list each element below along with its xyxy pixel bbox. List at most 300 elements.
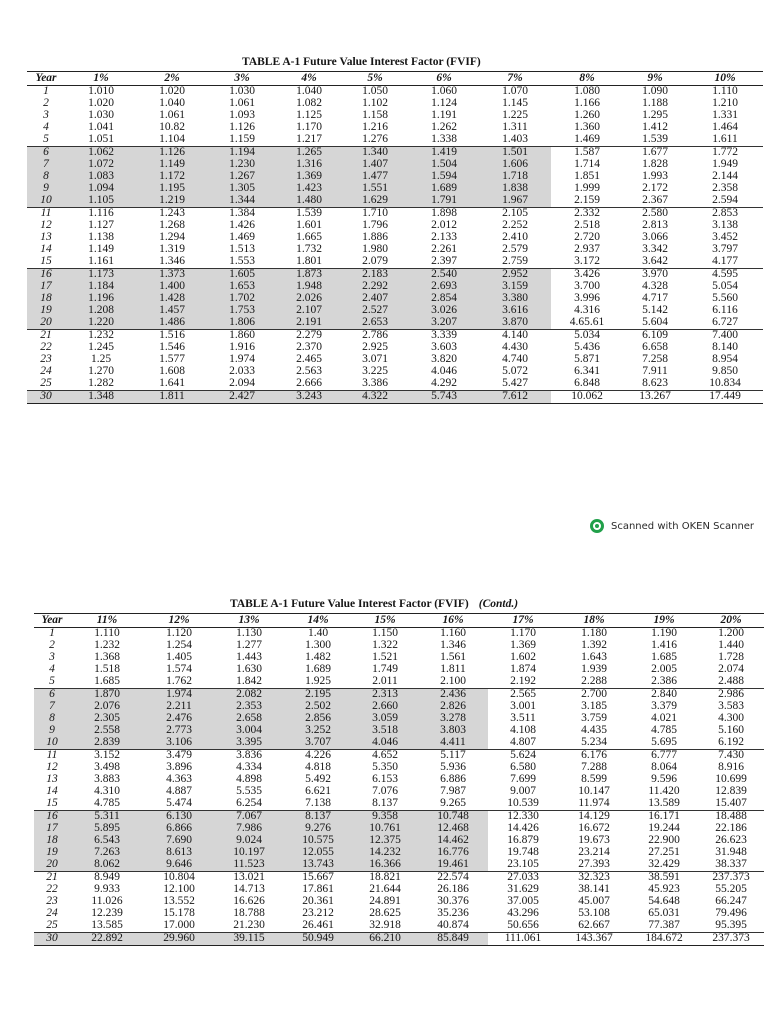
factor-cell: 4.785 (94, 798, 120, 810)
factor-cell: 1.870 (70, 689, 144, 702)
factor-cell: 2.773 (144, 725, 214, 737)
factor-cell: 10.82 (159, 122, 185, 134)
factor-cell: 1.898 (431, 207, 457, 220)
year-cell: 4 (49, 664, 55, 676)
factor-cell: 2.005 (651, 664, 677, 676)
factor-cell: 5.311 (70, 811, 144, 824)
factor-cell: 1.504 (409, 159, 479, 171)
factor-cell: 3.797 (712, 244, 738, 256)
factor-cell: 3.071 (362, 354, 388, 366)
factor-cell: 7.400 (712, 329, 738, 342)
factor-cell: 2.952 (479, 269, 551, 282)
factor-cell: 3.278 (418, 713, 488, 725)
factor-cell: 22.574 (437, 871, 469, 884)
factor-cell: 5.350 (372, 762, 398, 774)
factor-cell: 2.252 (502, 220, 528, 232)
table-row (34, 811, 764, 824)
factor-cell: 22.186 (715, 823, 747, 835)
factor-cell: 1.412 (642, 122, 668, 134)
factor-cell: 1.105 (65, 195, 137, 208)
factor-cell: 1.083 (65, 171, 137, 183)
factor-cell: 7.612 (479, 391, 551, 404)
factor-cell: 1.331 (712, 110, 738, 122)
year-cell: 19 (34, 847, 70, 859)
factor-cell: 8.140 (712, 342, 738, 354)
year-cell: 2 (43, 98, 49, 110)
factor-cell: 1.949 (712, 159, 738, 171)
table-row (27, 122, 763, 134)
factor-cell: 3.518 (352, 725, 418, 737)
factor-cell: 4.818 (305, 762, 331, 774)
factor-cell: 2.012 (431, 220, 457, 232)
factor-cell: 1.190 (651, 627, 677, 640)
factor-cell: 1.806 (207, 317, 277, 330)
scanner-watermark (590, 518, 754, 534)
factor-cell: 1.170 (296, 122, 322, 134)
factor-cell: 1.150 (372, 627, 398, 640)
factor-cell: 12.468 (418, 823, 488, 835)
factor-cell: 10.575 (284, 835, 352, 847)
table-row (27, 354, 763, 366)
factor-cell: 3.803 (418, 725, 488, 737)
factor-cell: 19.461 (418, 859, 488, 872)
factor-cell: 2.840 (630, 689, 698, 702)
factor-cell: 54.648 (648, 896, 680, 908)
factor-cell: 1.127 (88, 220, 114, 232)
rate-column-header: 1% (65, 72, 137, 86)
factor-cell: 1.050 (362, 85, 388, 98)
factor-cell: 1.267 (207, 171, 277, 183)
factor-cell: 4.430 (502, 342, 528, 354)
factor-cell: 9.646 (144, 859, 214, 872)
factor-cell: 1.440 (718, 640, 744, 652)
factor-cell: 3.395 (214, 737, 284, 750)
factor-cell: 1.546 (159, 342, 185, 354)
factor-cell: 1.232 (88, 329, 114, 342)
factor-cell: 3.243 (277, 391, 341, 404)
factor-cell: 2.856 (284, 713, 352, 725)
factor-cell: 26.461 (302, 920, 334, 932)
factor-cell: 3.339 (431, 329, 457, 342)
factor-cell: 1.689 (409, 183, 479, 195)
factor-cell: 1.180 (581, 627, 607, 640)
factor-cell: 2.986 (698, 689, 764, 702)
factor-cell: 5.936 (440, 762, 466, 774)
factor-cell: 27.251 (648, 847, 680, 859)
factor-cell: 2.288 (581, 676, 607, 688)
factor-cell: 13.589 (648, 798, 680, 810)
table-row (34, 859, 764, 872)
factor-cell: 1.400 (137, 281, 207, 293)
factor-cell: 3.759 (581, 713, 607, 725)
year-cell: 18 (34, 835, 70, 847)
factor-cell: 1.999 (574, 183, 600, 195)
factor-cell: 12.839 (715, 786, 747, 798)
year-cell: 13 (40, 232, 52, 244)
year-cell: 9 (27, 183, 65, 195)
factor-cell: 1.094 (65, 183, 137, 195)
factor-cell: 2.594 (687, 195, 763, 208)
factor-cell: 3.159 (479, 281, 551, 293)
year-cell: 23 (46, 896, 58, 908)
factor-cell: 29.960 (144, 933, 214, 946)
factor-cell: 1.369 (277, 171, 341, 183)
year-cell: 15 (40, 256, 52, 268)
table-title (230, 598, 518, 610)
rate-column-header: 9% (623, 72, 687, 86)
factor-cell: 3.026 (409, 305, 479, 317)
factor-cell: 1.974 (229, 354, 255, 366)
table-row (27, 281, 763, 293)
factor-cell: 1.294 (159, 232, 185, 244)
factor-cell: 27.393 (558, 859, 630, 872)
factor-cell: 1.130 (236, 627, 262, 640)
table-row (34, 701, 764, 713)
table-row (34, 933, 764, 946)
factor-cell: 3.642 (642, 256, 668, 268)
year-cell: 8 (27, 171, 65, 183)
factor-cell: 1.061 (159, 110, 185, 122)
factor-cell: 23.105 (488, 859, 558, 872)
factor-cell: 9.933 (94, 884, 120, 896)
factor-cell: 3.707 (284, 737, 352, 750)
factor-cell: 2.693 (409, 281, 479, 293)
factor-cell: 1.443 (236, 652, 262, 664)
factor-cell: 1.608 (159, 366, 185, 378)
table-row (34, 847, 764, 859)
factor-cell: 1.974 (144, 689, 214, 702)
factor-cell: 1.125 (296, 110, 322, 122)
factor-cell: 6.153 (372, 774, 398, 786)
factor-cell: 1.611 (712, 134, 738, 146)
factor-cell: 77.387 (648, 920, 680, 932)
table-row (27, 183, 763, 195)
year-cell: 25 (46, 920, 58, 932)
factor-cell: 5.895 (70, 823, 144, 835)
table-row (27, 86, 763, 99)
factor-cell: 4.300 (718, 713, 744, 725)
factor-cell: 50.656 (507, 920, 539, 932)
table-row (27, 269, 763, 282)
factor-cell: 2.579 (502, 244, 528, 256)
factor-cell: 2.465 (296, 354, 322, 366)
factor-cell: 14.232 (352, 847, 418, 859)
factor-cell: 2.786 (362, 329, 388, 342)
factor-cell: 22.892 (70, 933, 144, 946)
factor-cell: 1.210 (712, 98, 738, 110)
factor-cell: 1.217 (296, 134, 322, 146)
factor-cell: 1.551 (341, 183, 409, 195)
factor-cell: 7.911 (642, 366, 668, 378)
factor-cell: 6.130 (144, 811, 214, 824)
factor-cell: 1.653 (207, 281, 277, 293)
table-row (34, 920, 764, 933)
factor-cell: 5.072 (502, 366, 528, 378)
factor-cell: 1.282 (88, 378, 114, 390)
factor-cell: 9.265 (440, 798, 466, 810)
table-row (27, 378, 763, 391)
factor-cell: 3.870 (479, 317, 551, 330)
factor-cell: 26.186 (437, 884, 469, 896)
factor-cell: 1.191 (431, 110, 457, 122)
factor-cell: 39.115 (214, 933, 284, 946)
factor-cell: 65.031 (648, 908, 680, 920)
table-row (27, 171, 763, 183)
factor-cell: 1.842 (236, 676, 262, 688)
factor-cell: 1.305 (207, 183, 277, 195)
factor-cell: 6.543 (70, 835, 144, 847)
fvif-table-contd (34, 613, 764, 946)
factor-cell: 4.046 (352, 737, 418, 750)
factor-cell: 1.714 (574, 159, 600, 171)
factor-cell: 1.159 (229, 134, 255, 146)
factor-cell: 2.502 (284, 701, 352, 713)
factor-cell: 1.486 (137, 317, 207, 330)
factor-cell: 2.332 (574, 207, 600, 220)
factor-cell: 16.776 (418, 847, 488, 859)
factor-cell: 1.124 (431, 98, 457, 110)
factor-cell: 5.234 (558, 737, 630, 750)
factor-cell: 1.423 (277, 183, 341, 195)
factor-cell: 2.107 (277, 305, 341, 317)
factor-cell: 3.059 (352, 713, 418, 725)
factor-cell: 1.521 (372, 652, 398, 664)
rate-column-header: 8% (551, 72, 623, 86)
factor-cell: 1.641 (159, 378, 185, 390)
table-row (27, 330, 763, 343)
factor-cell: 4.334 (236, 762, 262, 774)
factor-cell: 2.540 (409, 269, 479, 282)
factor-cell: 2.397 (431, 256, 457, 268)
factor-cell: 1.601 (296, 220, 322, 232)
table-row (34, 664, 764, 676)
factor-cell: 2.211 (144, 701, 214, 713)
factor-cell: 7.430 (718, 749, 744, 762)
factor-cell: 43.296 (507, 908, 539, 920)
factor-cell: 2.292 (341, 281, 409, 293)
table-row (34, 884, 764, 896)
factor-cell: 1.338 (431, 134, 457, 146)
factor-cell: 3.896 (166, 762, 192, 774)
factor-cell: 2.407 (341, 293, 409, 305)
factor-cell: 12.239 (91, 908, 123, 920)
year-cell: 13 (46, 774, 58, 786)
factor-cell: 2.839 (70, 737, 144, 750)
factor-cell: 7.076 (372, 786, 398, 798)
factor-cell: 6.176 (581, 749, 607, 762)
factor-cell: 2.172 (642, 183, 668, 195)
factor-cell: 1.322 (372, 640, 398, 652)
factor-cell: 3.583 (718, 701, 744, 713)
factor-cell: 1.061 (229, 98, 255, 110)
factor-cell: 237.373 (712, 871, 750, 884)
factor-cell: 1.574 (166, 664, 192, 676)
factor-cell: 5.034 (574, 329, 600, 342)
factor-cell: 23.212 (302, 908, 334, 920)
factor-cell: 1.392 (581, 640, 607, 652)
factor-cell: 2.358 (712, 183, 738, 195)
factor-cell: 2.133 (431, 232, 457, 244)
factor-cell: 1.796 (362, 220, 388, 232)
factor-cell: 1.360 (574, 122, 600, 134)
factor-cell: 4.177 (712, 256, 738, 268)
factor-cell: 10.834 (709, 378, 741, 390)
factor-cell: 1.801 (296, 256, 322, 268)
factor-cell: 9.596 (651, 774, 677, 786)
factor-cell: 79.496 (715, 908, 747, 920)
table-row (27, 293, 763, 305)
factor-cell: 1.477 (341, 171, 409, 183)
factor-cell: 32.429 (630, 859, 698, 872)
factor-cell: 5.436 (574, 342, 600, 354)
factor-cell: 17.861 (302, 884, 334, 896)
factor-cell: 5.535 (236, 786, 262, 798)
factor-cell: 1.732 (296, 244, 322, 256)
factor-cell: 1.629 (341, 195, 409, 208)
year-cell: 1 (43, 85, 49, 98)
factor-cell: 8.954 (712, 354, 738, 366)
factor-cell: 1.030 (88, 110, 114, 122)
factor-cell: 4.65.61 (551, 317, 623, 330)
factor-cell: 14.426 (507, 823, 539, 835)
factor-cell: 1.369 (510, 640, 536, 652)
factor-cell: 38.337 (698, 859, 764, 872)
factor-cell: 1.710 (362, 207, 388, 220)
factor-cell: 1.319 (159, 244, 185, 256)
factor-cell: 11.974 (578, 798, 610, 810)
factor-cell: 1.116 (88, 207, 114, 220)
year-cell: 12 (40, 220, 52, 232)
factor-cell: 31.948 (715, 847, 747, 859)
factor-cell: 1.605 (207, 269, 277, 282)
factor-cell: 1.967 (479, 195, 551, 208)
factor-cell: 30.376 (437, 896, 469, 908)
factor-cell: 1.316 (277, 159, 341, 171)
factor-cell: 1.208 (65, 305, 137, 317)
factor-cell: 1.916 (229, 342, 255, 354)
factor-cell: 18.821 (369, 871, 401, 884)
factor-cell: 22.900 (648, 835, 680, 847)
factor-cell: 1.689 (305, 664, 331, 676)
factor-cell: 10.748 (418, 811, 488, 824)
factor-cell: 1.539 (642, 134, 668, 146)
table-row (34, 798, 764, 811)
factor-cell: 5.695 (630, 737, 698, 750)
factor-cell: 1.300 (305, 640, 331, 652)
factor-cell: 5.492 (305, 774, 331, 786)
factor-cell: 2.367 (623, 195, 687, 208)
factor-cell: 1.643 (581, 652, 607, 664)
factor-cell: 45.007 (578, 896, 610, 908)
factor-cell: 1.416 (651, 640, 677, 652)
factor-cell: 1.230 (207, 159, 277, 171)
rate-column-header: 16% (418, 614, 488, 628)
rate-column-header: 18% (558, 614, 630, 628)
factor-cell: 1.925 (305, 676, 331, 688)
factor-cell: 2.518 (574, 220, 600, 232)
factor-cell: 1.838 (479, 183, 551, 195)
factor-cell: 13.552 (163, 896, 195, 908)
factor-cell: 10.197 (214, 847, 284, 859)
factor-cell: 3.452 (712, 232, 738, 244)
factor-cell: 17.449 (687, 391, 763, 404)
factor-cell: 11.420 (648, 786, 680, 798)
factor-cell: 3.700 (574, 281, 600, 293)
factor-cell: 2.580 (642, 207, 668, 220)
factor-cell: 1.886 (362, 232, 388, 244)
factor-cell: 3.066 (642, 232, 668, 244)
factor-cell: 1.518 (94, 664, 120, 676)
factor-cell: 2.853 (712, 207, 738, 220)
year-cell: 18 (27, 293, 65, 305)
year-cell: 30 (34, 933, 70, 946)
factor-cell: 7.258 (642, 354, 668, 366)
factor-cell: 1.762 (166, 676, 192, 688)
rate-column-header: 10% (687, 72, 763, 86)
factor-cell: 28.625 (369, 908, 401, 920)
factor-cell: 1.082 (296, 98, 322, 110)
factor-cell: 11.026 (91, 896, 123, 908)
factor-cell: 1.405 (166, 652, 192, 664)
factor-cell: 1.772 (687, 147, 763, 160)
factor-cell: 4.435 (581, 725, 607, 737)
rate-column-header: 11% (70, 614, 144, 628)
factor-cell: 1.093 (229, 110, 255, 122)
rate-column-header: 5% (341, 72, 409, 86)
factor-cell: 1.539 (296, 207, 322, 220)
factor-cell: 3.883 (94, 774, 120, 786)
factor-cell: 27.033 (507, 871, 539, 884)
factor-cell: 6.777 (651, 749, 677, 762)
factor-cell: 12.375 (352, 835, 418, 847)
factor-cell: 4.328 (642, 281, 668, 293)
year-cell: 21 (40, 329, 52, 342)
factor-cell: 1.426 (229, 220, 255, 232)
factor-cell: 1.196 (65, 293, 137, 305)
factor-cell: 1.145 (502, 98, 528, 110)
factor-cell: 4.363 (166, 774, 192, 786)
factor-cell: 1.102 (362, 98, 388, 110)
year-cell: 4 (43, 122, 49, 134)
factor-cell: 3.820 (431, 354, 457, 366)
factor-cell: 2.813 (642, 220, 668, 232)
factor-cell: 66.210 (352, 933, 418, 946)
factor-cell: 1.419 (409, 147, 479, 160)
factor-cell: 14.129 (558, 811, 630, 824)
factor-cell: 1.195 (137, 183, 207, 195)
factor-cell: 9.024 (214, 835, 284, 847)
factor-cell: 2.353 (214, 701, 284, 713)
factor-cell: 8.599 (581, 774, 607, 786)
factor-cell: 1.702 (207, 293, 277, 305)
factor-cell: 2.159 (551, 195, 623, 208)
factor-cell: 1.860 (229, 329, 255, 342)
factor-cell: 1.25 (90, 354, 112, 366)
factor-cell: 1.428 (137, 293, 207, 305)
year-cell: 23 (40, 354, 52, 366)
factor-cell: 1.340 (341, 147, 409, 160)
scanner-watermark-text: Scanned with OKEN Scanner (611, 520, 755, 532)
rate-column-header: 14% (284, 614, 352, 628)
factor-cell: 2.436 (418, 689, 488, 702)
factor-cell: 1.602 (510, 652, 536, 664)
factor-cell: 55.205 (715, 884, 747, 896)
year-cell: 3 (43, 110, 49, 122)
year-cell: 24 (40, 366, 52, 378)
factor-cell: 184.672 (630, 933, 698, 946)
factor-cell: 5.604 (623, 317, 687, 330)
year-cell: 10 (27, 195, 65, 208)
